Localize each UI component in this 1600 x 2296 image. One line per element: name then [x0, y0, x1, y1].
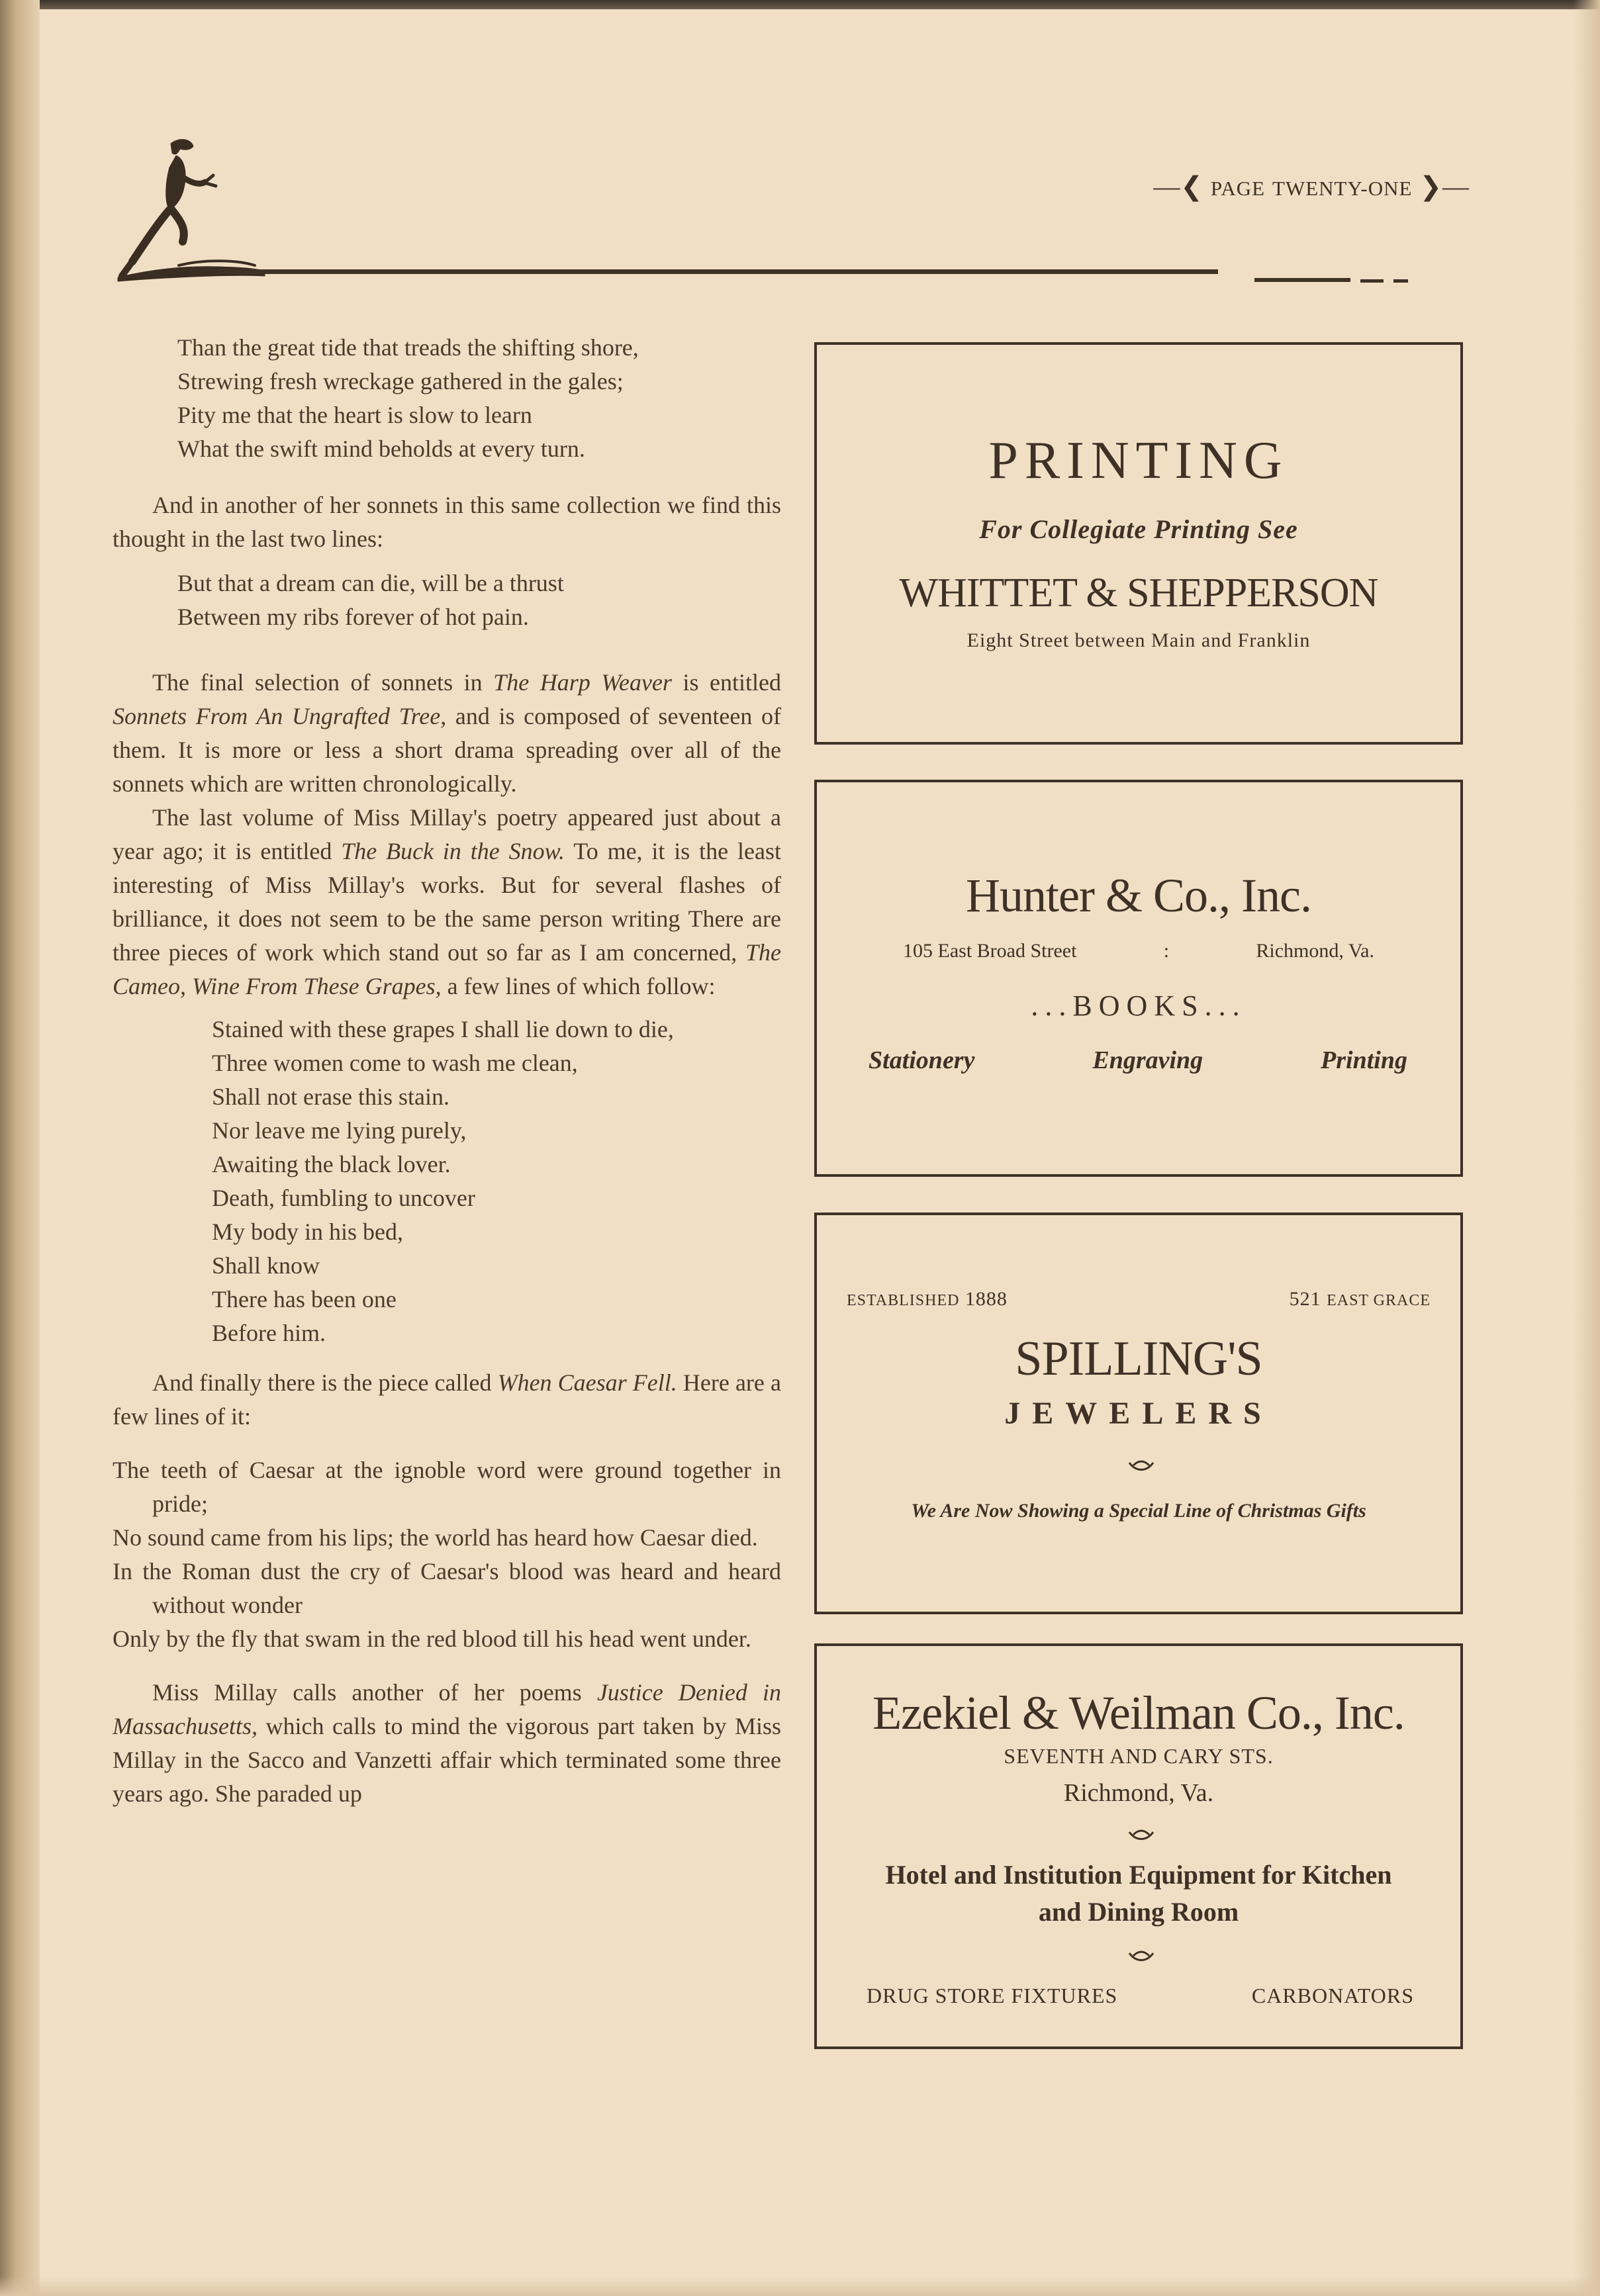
- service-stationery: Stationery: [869, 1046, 975, 1074]
- service-printing: Printing: [1321, 1046, 1407, 1074]
- ornament-icon: [1128, 1828, 1154, 1843]
- poem-line: Between my ribs forever of hot pain.: [177, 604, 529, 630]
- ad-spillings-topline: [847, 1288, 1431, 1310]
- paragraph-buck-in-snow: The last volume of Miss Millay's poetry appeared just about a year ago; it is entitled The Buck in the Snow. To me, it is the least interesting of Miss Millay's works. But for several flashes of brilliance, it does not seem to be the same person writing There are three pieces of work which stand out so far as I am concerned, The Cameo, Wine From These Grapes, a few lines of which follow:: [113, 804, 781, 999]
- ad-spillings-address: 521 EAST GRACE: [1289, 1288, 1431, 1310]
- ad-ezekiel-products: [867, 1984, 1414, 2008]
- ad-hunter-separator: :: [1163, 940, 1170, 962]
- ad-spillings: [814, 1213, 1463, 1614]
- ad-hunter-address: [903, 940, 1374, 962]
- ad-hunter-company: Hunter & Co., Inc.: [966, 869, 1311, 922]
- poem-line: Three women come to wash me clean,: [212, 1050, 578, 1076]
- ad-printing-company: WHITTET & SHEPPERSON: [899, 571, 1378, 616]
- poem-line: Nor leave me lying purely,: [212, 1117, 467, 1144]
- poem-line: Before him.: [212, 1320, 326, 1346]
- ad-hunter-books: ...BOOKS...: [1031, 989, 1247, 1022]
- paragraph-harp-weaver: The final selection of sonnets in The Harp Weaver is entitled Sonnets From An Ungrafted Tree, and is composed of seventeen of them. It is more or less a short drama spreading over all of the sonnets which are written chronologically.: [113, 669, 781, 797]
- poem-line: Pity me that the heart is slow to learn: [177, 402, 532, 428]
- runner-figure-icon: [106, 136, 305, 288]
- poem-line: Shall not erase this stain.: [212, 1083, 449, 1110]
- poem-line: In the Roman dust the cry of Caesar's blood was heard and heard without wonder: [113, 1558, 781, 1618]
- ad-printing-title: PRINTING: [988, 432, 1289, 490]
- ad-ezekiel-hotel-line: and Dining Room: [1038, 1897, 1239, 1927]
- page-right-edge: [1574, 0, 1600, 2296]
- page-bottom-edge: [0, 2276, 1600, 2296]
- header-rule: [218, 269, 1218, 274]
- ad-hunter-services: [869, 1046, 1407, 1075]
- header-rule-dash: [1393, 279, 1408, 283]
- ad-spillings-established: ESTABLISHED 1888: [847, 1288, 1008, 1310]
- page-label-first: PAGE: [1210, 177, 1266, 200]
- header-rule-tail: [1254, 278, 1350, 282]
- poem-line: Death, fumbling to uncover: [212, 1185, 475, 1211]
- ad-ezekiel-city: Richmond, Va.: [1063, 1779, 1214, 1807]
- ad-printing-subtitle: For Collegiate Printing See: [979, 514, 1298, 544]
- product-carbonators: CARBONATORS: [1251, 1984, 1414, 2007]
- page-label-second: TWENTY-ONE: [1272, 177, 1413, 200]
- ad-spillings-subtitle: JEWELERS: [1004, 1396, 1273, 1431]
- poem-line: Only by the fly that swam in the red blood till his head went under.: [113, 1626, 751, 1652]
- ad-spillings-tagline: We Are Now Showing a Special Line of Christmas Gifts: [911, 1500, 1366, 1522]
- paragraph-justice-denied: Miss Millay calls another of her poems Justice Denied in Massachusetts, which calls to mind the vigorous part taken by Miss Millay in the Sacco and Vanzetti affair which terminated some three years ago. She paraded up: [113, 1679, 781, 1807]
- page-top-edge: [0, 0, 1600, 9]
- poem-line: My body in his bed,: [212, 1218, 404, 1245]
- poem-sonnet-excerpt: [113, 331, 781, 466]
- poem-line: Awaiting the black lover.: [212, 1151, 451, 1177]
- ad-hunter: [814, 780, 1463, 1177]
- page-number: [1112, 171, 1470, 202]
- ornament-icon: [1128, 1949, 1154, 1964]
- ad-ezekiel-street: SEVENTH AND CARY STS.: [1004, 1744, 1274, 1768]
- article-column: [113, 331, 781, 1811]
- header-rule-dash: [1360, 279, 1384, 283]
- ad-ezekiel-weilman: [814, 1643, 1463, 2049]
- ad-hunter-city: Richmond, Va.: [1256, 940, 1374, 962]
- ad-hunter-street: 105 East Broad Street: [903, 940, 1077, 962]
- poem-line: What the swift mind beholds at every turn.: [177, 436, 585, 462]
- poem-line: The teeth of Caesar at the ignoble word were ground together in pride;: [113, 1457, 781, 1517]
- poem-line: Than the great tide that treads the shifting shore,: [177, 334, 639, 361]
- product-drug-store-fixtures: DRUG STORE FIXTURES: [867, 1984, 1118, 2007]
- ad-ezekiel-hotel: [817, 1857, 1460, 1931]
- poem-line: Stained with these grapes I shall lie down to die,: [212, 1016, 674, 1042]
- poem-line: There has been one: [212, 1286, 397, 1312]
- book-spine-shadow: [0, 0, 40, 2296]
- poem-caesar: [113, 1453, 781, 1656]
- ad-spillings-company: SPILLING'S: [1015, 1332, 1262, 1386]
- poem-line: But that a dream can die, will be a thrust: [177, 570, 564, 596]
- paragraph-caesar: And finally there is the piece called When Caesar Fell. Here are a few lines of it:: [113, 1369, 781, 1430]
- ad-printing-address: Eight Street between Main and Franklin: [966, 629, 1311, 651]
- ornament-icon: [1128, 1459, 1154, 1473]
- ornament-right-icon: ❯—: [1419, 171, 1470, 201]
- service-engraving: Engraving: [1092, 1046, 1203, 1074]
- poem-line: Strewing fresh wreckage gathered in the gales;: [177, 368, 624, 394]
- poem-couplet: [113, 567, 781, 634]
- ad-printing: [814, 342, 1463, 745]
- paragraph: And in another of her sonnets in this same collection we find this thought in the last two lines:: [113, 492, 781, 552]
- ad-ezekiel-hotel-line: Hotel and Institution Equipment for Kitchen: [885, 1860, 1392, 1890]
- poem-line: Shall know: [212, 1252, 320, 1279]
- ad-ezekiel-company: Ezekiel & Weilman Co., Inc.: [872, 1686, 1405, 1739]
- ornament-left-icon: —❮: [1153, 171, 1203, 201]
- poem-wine-grapes: [113, 1013, 781, 1350]
- poem-line: No sound came from his lips; the world has heard how Caesar died.: [113, 1524, 758, 1551]
